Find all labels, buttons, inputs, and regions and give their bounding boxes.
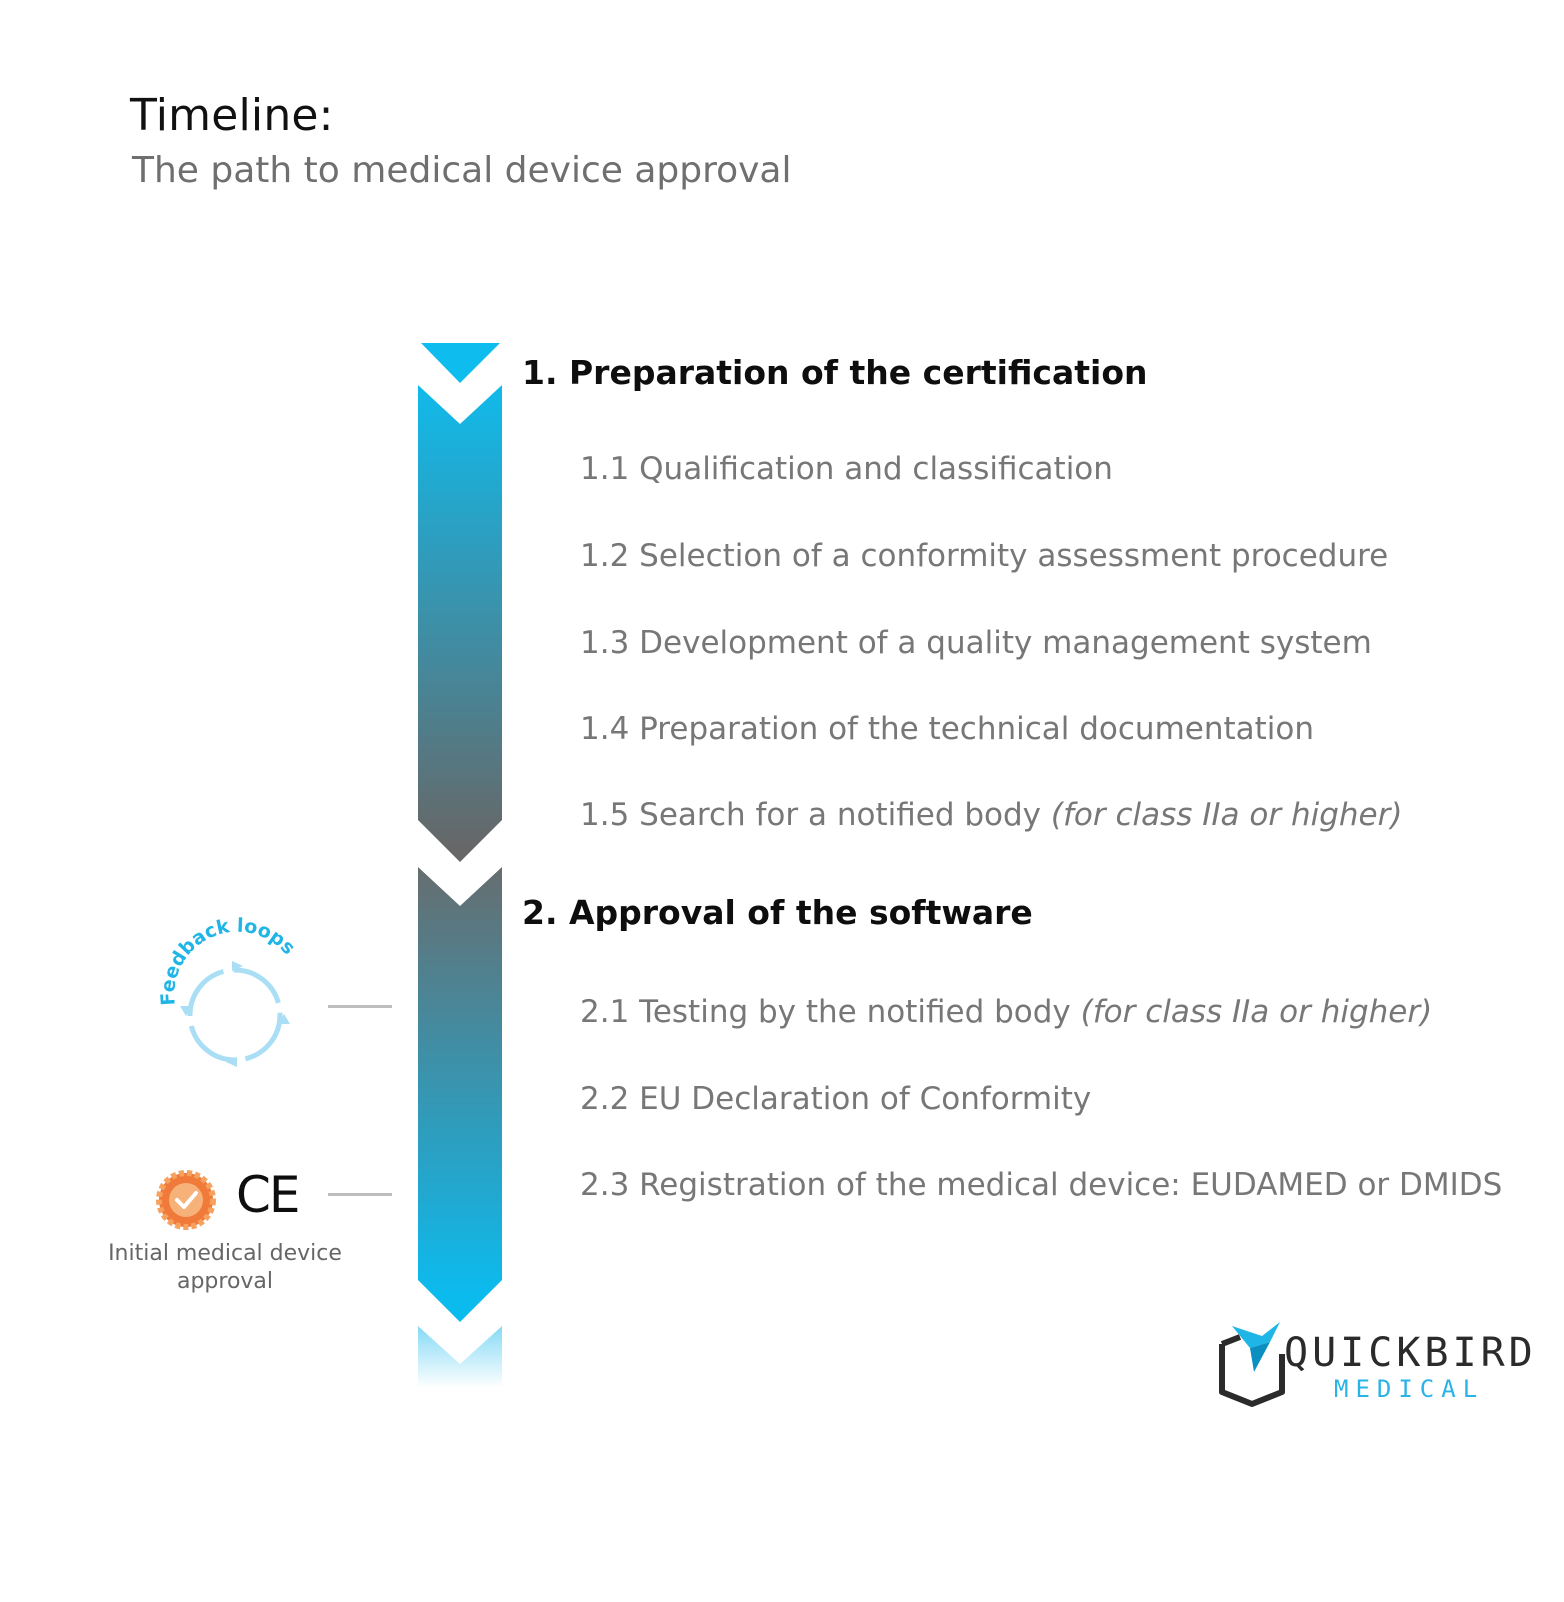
page-subtitle: The path to medical device approval — [132, 150, 792, 191]
arrow-head-top — [421, 343, 500, 383]
quickbird-logo-icon — [1222, 1322, 1282, 1404]
step-1-1: 1.1 Qualification and classification — [580, 451, 1113, 487]
step-1-2: 1.2 Selection of a conformity assessment procedure — [580, 538, 1389, 574]
arrow-segment-2 — [418, 867, 502, 1322]
step-2-3: 2.3 Registration of the medical device: EUDAMED or DMIDS — [580, 1167, 1503, 1203]
phase-2-heading: 2. Approval of the software — [522, 893, 1033, 932]
step-1-3: 1.3 Development of a quality management system — [580, 625, 1372, 661]
phase-1-heading: 1. Preparation of the certification — [522, 353, 1148, 392]
feedback-loops-label: Feedback loops — [156, 914, 300, 1007]
approval-badge-icon — [159, 1173, 213, 1227]
approval-label: Initial medical device approval — [108, 1241, 342, 1294]
step-2-2: 2.2 EU Declaration of Conformity — [580, 1081, 1092, 1117]
page-title: Timeline: — [130, 90, 334, 141]
step-1-4: 1.4 Preparation of the technical documentation — [580, 711, 1315, 747]
feedback-loops-icon — [157, 915, 300, 1067]
svg-text:Feedback loops — [157, 915, 300, 1007]
step-1-5: 1.5 Search for a notified body (for class IIa or higher) — [580, 797, 1403, 833]
feedback-connector — [328, 1005, 392, 1008]
brand-subtitle: MEDICAL — [1334, 1375, 1485, 1403]
arrow-segment-1 — [418, 385, 502, 862]
arrow-tail — [418, 1326, 502, 1390]
ce-mark: CE — [236, 1166, 299, 1224]
brand-name: QUICKBIRD — [1284, 1330, 1537, 1376]
approval-connector — [328, 1193, 392, 1196]
step-2-1: 2.1 Testing by the notified body (for class IIa or higher) — [580, 994, 1433, 1030]
